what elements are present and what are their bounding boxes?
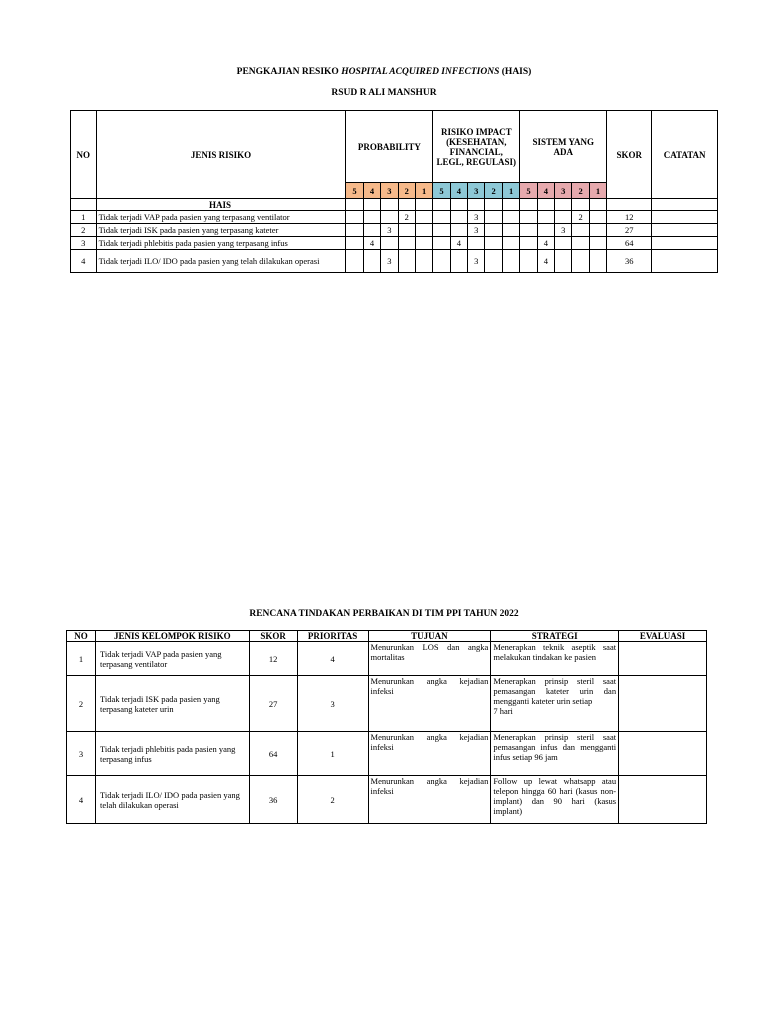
risk-skor: 12 bbox=[607, 211, 652, 224]
prob-scale-cell: 4 bbox=[363, 183, 380, 199]
action-evaluasi bbox=[619, 732, 707, 776]
impact-scale-cell: 1 bbox=[502, 183, 519, 199]
impact-value-cell bbox=[468, 237, 485, 250]
sistem-value-cell: 4 bbox=[537, 250, 554, 273]
sistem-value-cell bbox=[555, 250, 572, 273]
title-italic: HOSPITAL ACQUIRED INFECTIONS bbox=[341, 67, 500, 77]
action-header-jenis: JENIS KELOMPOK RISIKO bbox=[95, 631, 249, 642]
risk-jenis: Tidak terjadi ISK pada pasien yang terpasang kateter bbox=[96, 224, 346, 237]
risk-no: 3 bbox=[71, 237, 97, 250]
impact-value-cell: 3 bbox=[468, 250, 485, 273]
impact-value-cell bbox=[502, 224, 519, 237]
action-header-prioritas: PRIORITAS bbox=[297, 631, 368, 642]
impact-scale-cell: 3 bbox=[468, 183, 485, 199]
prob-value-cell: 3 bbox=[381, 224, 398, 237]
document-subtitle: RSUD R ALI MANSHUR bbox=[331, 88, 437, 98]
prob-value-cell bbox=[415, 237, 432, 250]
action-header-row bbox=[67, 631, 707, 642]
risk-no: 1 bbox=[71, 211, 97, 224]
action-evaluasi bbox=[619, 776, 707, 824]
action-tujuan: Menurunkan angka kejadian infeksi bbox=[368, 732, 491, 776]
prob-value-cell bbox=[346, 237, 363, 250]
header-no: NO bbox=[71, 111, 97, 199]
risk-catatan bbox=[652, 237, 718, 250]
action-prioritas: 3 bbox=[297, 676, 368, 732]
action-skor: 36 bbox=[249, 776, 297, 824]
prob-value-cell bbox=[363, 250, 380, 273]
prob-value-cell bbox=[381, 211, 398, 224]
prob-value-cell bbox=[415, 224, 432, 237]
document-title bbox=[0, 67, 768, 77]
header-jenis-risiko: JENIS RISIKO bbox=[96, 111, 346, 199]
action-header-tujuan: TUJUAN bbox=[368, 631, 491, 642]
impact-value-cell bbox=[450, 211, 467, 224]
prob-value-cell bbox=[346, 211, 363, 224]
action-evaluasi bbox=[619, 642, 707, 676]
group-row bbox=[71, 199, 718, 211]
action-skor: 12 bbox=[249, 642, 297, 676]
impact-value-cell bbox=[485, 250, 502, 273]
action-header-skor: SKOR bbox=[249, 631, 297, 642]
action-strategi: Menerapkan prinsip steril saat pemasangan kateter urin dan mengganti kateter urin setiap 7 hari bbox=[491, 676, 619, 732]
action-plan-table bbox=[66, 630, 707, 824]
action-skor: 27 bbox=[249, 676, 297, 732]
sistem-value-cell bbox=[520, 237, 537, 250]
sistem-value-cell bbox=[520, 250, 537, 273]
impact-value-cell: 3 bbox=[468, 211, 485, 224]
action-strategi: Menerapkan teknik aseptik saat melakukan tindakan ke pasien bbox=[491, 642, 619, 676]
sistem-value-cell: 2 bbox=[572, 211, 589, 224]
risk-jenis: Tidak terjadi VAP pada pasien yang terpasang ventilator bbox=[96, 211, 346, 224]
prob-scale-cell: 2 bbox=[398, 183, 415, 199]
action-tujuan: Menurunkan angka kejadian infeksi bbox=[368, 776, 491, 824]
impact-value-cell bbox=[485, 211, 502, 224]
sistem-value-cell bbox=[589, 237, 606, 250]
action-strategi: Follow up lewat whatsapp atau telepon hingga 60 hari (kasus non-implant) dan 90 hari (kasus implant) bbox=[491, 776, 619, 824]
sistem-scale-cell: 4 bbox=[537, 183, 554, 199]
prob-value-cell: 2 bbox=[398, 211, 415, 224]
sistem-scale-cell: 5 bbox=[520, 183, 537, 199]
action-row bbox=[67, 776, 707, 824]
sistem-value-cell bbox=[572, 237, 589, 250]
sistem-value-cell bbox=[537, 211, 554, 224]
sistem-value-cell bbox=[537, 224, 554, 237]
header-probability: PROBABILITY bbox=[346, 111, 433, 183]
prob-value-cell bbox=[398, 224, 415, 237]
risk-catatan bbox=[652, 224, 718, 237]
action-jenis: Tidak terjadi ILO/ IDO pada pasien yang telah dilakukan operasi bbox=[95, 776, 249, 824]
action-no: 2 bbox=[67, 676, 96, 732]
prob-value-cell: 3 bbox=[381, 250, 398, 273]
prob-value-cell bbox=[398, 250, 415, 273]
group-label: HAIS bbox=[96, 199, 346, 211]
title-prefix: PENGKAJIAN RESIKO bbox=[236, 67, 339, 77]
risk-row bbox=[71, 237, 718, 250]
action-strategi: Menerapkan prinsip steril saat pemasangan infus dan mengganti infus setiap 96 jam bbox=[491, 732, 619, 776]
title-suffix: (HAIS) bbox=[501, 67, 532, 77]
impact-value-cell bbox=[502, 237, 519, 250]
impact-value-cell: 3 bbox=[468, 224, 485, 237]
impact-scale-cell: 5 bbox=[433, 183, 450, 199]
impact-value-cell bbox=[433, 237, 450, 250]
sistem-value-cell bbox=[589, 211, 606, 224]
section2-title: RENCANA TINDAKAN PERBAIKAN DI TIM PPI TAHUN 2022 bbox=[249, 609, 519, 619]
prob-value-cell bbox=[346, 224, 363, 237]
sistem-value-cell bbox=[572, 224, 589, 237]
risk-catatan bbox=[652, 250, 718, 273]
risk-skor: 36 bbox=[607, 250, 652, 273]
action-jenis: Tidak terjadi ISK pada pasien yang terpasang kateter urin bbox=[95, 676, 249, 732]
action-header-no: NO bbox=[67, 631, 96, 642]
action-no: 1 bbox=[67, 642, 96, 676]
risk-assessment-table bbox=[70, 110, 718, 273]
prob-value-cell bbox=[363, 224, 380, 237]
prob-value-cell bbox=[415, 250, 432, 273]
risk-row bbox=[71, 224, 718, 237]
prob-value-cell: 4 bbox=[363, 237, 380, 250]
risk-row bbox=[71, 250, 718, 273]
prob-scale-cell: 5 bbox=[346, 183, 363, 199]
prob-value-cell bbox=[398, 237, 415, 250]
action-jenis: Tidak terjadi phlebitis pada pasien yang terpasang infus bbox=[95, 732, 249, 776]
header-catatan: CATATAN bbox=[652, 111, 718, 199]
impact-scale-cell: 4 bbox=[450, 183, 467, 199]
action-header-strategi: STRATEGI bbox=[491, 631, 619, 642]
action-tujuan: Menurunkan LOS dan angka mortalitas bbox=[368, 642, 491, 676]
risk-no: 4 bbox=[71, 250, 97, 273]
sistem-scale-cell: 3 bbox=[555, 183, 572, 199]
action-evaluasi bbox=[619, 676, 707, 732]
impact-value-cell bbox=[433, 250, 450, 273]
action-no: 3 bbox=[67, 732, 96, 776]
risk-skor: 64 bbox=[607, 237, 652, 250]
risk-skor: 27 bbox=[607, 224, 652, 237]
header-sistem-yang-ada: SISTEM YANG ADA bbox=[520, 111, 607, 183]
sistem-value-cell: 4 bbox=[537, 237, 554, 250]
impact-value-cell bbox=[450, 250, 467, 273]
sistem-value-cell: 3 bbox=[555, 224, 572, 237]
sistem-value-cell bbox=[555, 237, 572, 250]
action-no: 4 bbox=[67, 776, 96, 824]
prob-scale-cell: 3 bbox=[381, 183, 398, 199]
risk-table-body bbox=[71, 211, 718, 273]
header-skor: SKOR bbox=[607, 111, 652, 199]
prob-value-cell bbox=[346, 250, 363, 273]
sistem-value-cell bbox=[589, 250, 606, 273]
action-row bbox=[67, 732, 707, 776]
sistem-scale-cell: 2 bbox=[572, 183, 589, 199]
risk-jenis: Tidak terjadi ILO/ IDO pada pasien yang telah dilakukan operasi bbox=[96, 250, 346, 273]
prob-value-cell bbox=[363, 211, 380, 224]
impact-value-cell bbox=[485, 224, 502, 237]
impact-value-cell bbox=[502, 211, 519, 224]
action-header-evaluasi: EVALUASI bbox=[619, 631, 707, 642]
risk-row bbox=[71, 211, 718, 224]
sistem-value-cell bbox=[520, 224, 537, 237]
sistem-scale-cell: 1 bbox=[589, 183, 606, 199]
sistem-value-cell bbox=[520, 211, 537, 224]
impact-value-cell bbox=[485, 237, 502, 250]
risk-jenis: Tidak terjadi phlebitis pada pasien yang terpasang infus bbox=[96, 237, 346, 250]
action-table-body bbox=[67, 642, 707, 824]
impact-value-cell bbox=[433, 211, 450, 224]
impact-value-cell bbox=[433, 224, 450, 237]
sistem-value-cell bbox=[572, 250, 589, 273]
action-jenis: Tidak terjadi VAP pada pasien yang terpasang ventilator bbox=[95, 642, 249, 676]
action-row bbox=[67, 642, 707, 676]
action-prioritas: 2 bbox=[297, 776, 368, 824]
risk-catatan bbox=[652, 211, 718, 224]
prob-value-cell bbox=[415, 211, 432, 224]
risk-no: 2 bbox=[71, 224, 97, 237]
action-prioritas: 1 bbox=[297, 732, 368, 776]
prob-value-cell bbox=[381, 237, 398, 250]
action-skor: 64 bbox=[249, 732, 297, 776]
impact-value-cell: 4 bbox=[450, 237, 467, 250]
impact-value-cell bbox=[450, 224, 467, 237]
header-risk-impact: RISIKO IMPACT (KESEHATAN, FINANCIAL, LEGL, REGULASI) bbox=[433, 111, 520, 183]
sistem-value-cell bbox=[589, 224, 606, 237]
impact-scale-cell: 2 bbox=[485, 183, 502, 199]
sistem-value-cell bbox=[555, 211, 572, 224]
action-tujuan: Menurunkan angka kejadian infeksi bbox=[368, 676, 491, 732]
impact-value-cell bbox=[502, 250, 519, 273]
action-row bbox=[67, 676, 707, 732]
action-prioritas: 4 bbox=[297, 642, 368, 676]
prob-scale-cell: 1 bbox=[415, 183, 432, 199]
